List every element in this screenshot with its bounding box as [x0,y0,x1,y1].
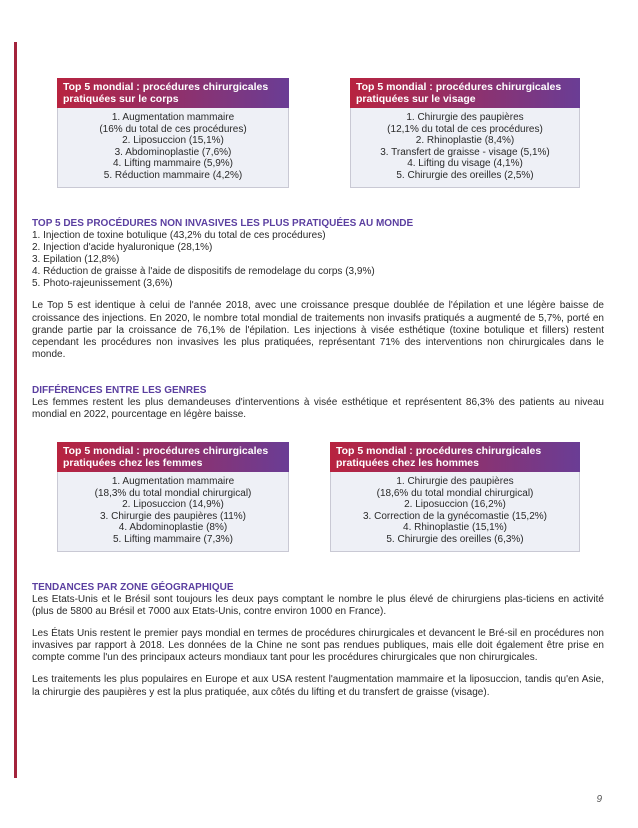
list-item: 5. Chirurgie des oreilles (6,3%) [386,533,524,545]
list-item: 2. Liposuccion (16,2%) [404,499,506,511]
box-hommes-title: Top 5 mondial : procédures chirurgicales pratiquées chez les hommes [330,442,580,472]
box-hommes-list [330,472,580,552]
box-visage [350,78,580,188]
box-femmes-title: Top 5 mondial : procédures chirurgicales pratiquées chez les femmes [57,442,289,472]
list-item: 3. Abdominoplastie (7,6%) [114,146,232,158]
box-hommes [330,442,580,552]
page-number: 9 [596,794,602,805]
list-item: 4. Réduction de graisse à l'aide de dispositifs de remodelage du corps (3,9%) [32,266,375,278]
box-femmes [57,442,289,552]
list-item: 5. Réduction mammaire (4,2%) [103,169,243,181]
list-item: 2. Injection d'acide hyaluronique (28,1%) [32,242,213,254]
box-visage-title: Top 5 mondial : procédures chirurgicales pratiquées sur le visage [350,78,580,108]
sidebar-rule [14,42,17,778]
list-item: 1. Augmentation mammaire [111,476,235,487]
paragraph: Les États Unis restent le premier pays mondial en termes de procédures chirurgicales et devancent le Bré-sil en procédures non invasives par rapport à 2018. Les données de la Chine ne sont pas rendues publiques, mais elle doit également être prise en compte comme l'un des principaux acteurs mondiaux tant pour les procédures chirurgicales que non chirurgicales. [32,628,604,664]
box-corps-title: Top 5 mondial : procédures chirurgicales pratiquées sur le corps [57,78,289,108]
box-visage-list [350,108,580,188]
list-item: 5. Lifting mammaire (7,3%) [112,533,234,545]
list-item: 4. Lifting mammaire (5,9%) [112,158,234,170]
section-heading: TOP 5 DES PROCÉDURES NON INVASIVES LES PLUS PRATIQUÉES AU MONDE [32,218,414,229]
list-item: (16% du total de ces procédures) [99,123,247,135]
list-item: (12,1% du total de ces procédures) [387,123,543,135]
list-item: 2. Liposuccion (14,9%) [122,499,224,511]
list-item: 3. Transfert de graisse - visage (5,1%) [380,146,550,158]
paragraph: Les Etats-Unis et le Brésil sont toujours les deux pays comptant le nombre le plus élevé de chirurgiens plas-ticiens en activité (plus de 5800 au Brésil et 7000 aux Etats-Unis, contre environ 1000 en France). [32,594,604,618]
list-item: 3. Correction de la gynécomastie (15,2%) [363,510,547,522]
list-item: 5. Chirurgie des oreilles (2,5%) [396,169,534,181]
list-item: 4. Rhinoplastie (15,1%) [403,522,507,534]
list-item: 2. Rhinoplastie (8,4%) [415,135,515,147]
tendances-section [32,582,604,699]
list-item: (18,6% du total mondial chirurgical) [376,487,534,499]
list-item: 2. Liposuccion (15,1%) [122,135,224,147]
box-femmes-list [57,472,289,552]
list-item: 1. Injection de toxine botulique (43,2% du total de ces procédures) [32,230,326,241]
list-item: 1. Chirurgie des paupières [406,112,524,123]
list-item: 3. Epilation (12,8%) [32,254,120,266]
genres-section [32,385,604,421]
non-invasive-section [32,218,604,361]
list-item: 1. Chirurgie des paupières [396,476,514,487]
box-corps [57,78,289,188]
list-item: 1. Augmentation mammaire [111,112,235,123]
list-item: (18,3% du total mondial chirurgical) [94,487,252,499]
box-corps-list [57,108,289,188]
list-item: 4. Abdominoplastie (8%) [118,522,228,534]
paragraph: Les traitements les plus populaires en Europe et aux USA restent l'augmentation mammaire et la liposuccion, tandis qu'en Asie, la chirurgie des paupières y est la plus pratiquée, aux côtés du lifting et du transfert de graisse (visage). [32,674,604,698]
section-heading: TENDANCES PAR ZONE GÉOGRAPHIQUE [32,582,234,593]
list-item: 3. Chirurgie des paupières (11%) [99,510,246,522]
paragraph: Le Top 5 est identique à celui de l'année 2018, avec une croissance presque doublée de l'épilation et une légère baisse de croissance des injections. En 2020, le nombre total mondial de traitements non invasifs pratiqués a augmenté de 5,7%, porté en grande partie par la croissance de 76,1% de l'épilation. Les injections à visée esthétique (toxine botulique et fillers) restent cependant les procédures non invasives les plus pratiquées, représentant 71% des interventions non chirurgicales dans le monde. [32,300,604,360]
list-item: 4. Lifting du visage (4,1%) [407,158,523,170]
list-item: 5. Photo-rajeunissement (3,6%) [32,278,173,290]
section-heading: DIFFÉRENCES ENTRE LES GENRES [32,385,207,396]
paragraph: Les femmes restent les plus demandeuses d'interventions à visée esthétique et représentent 86,3% des patients au niveau mondial en 2022, pourcentage en légère baisse. [32,397,604,421]
